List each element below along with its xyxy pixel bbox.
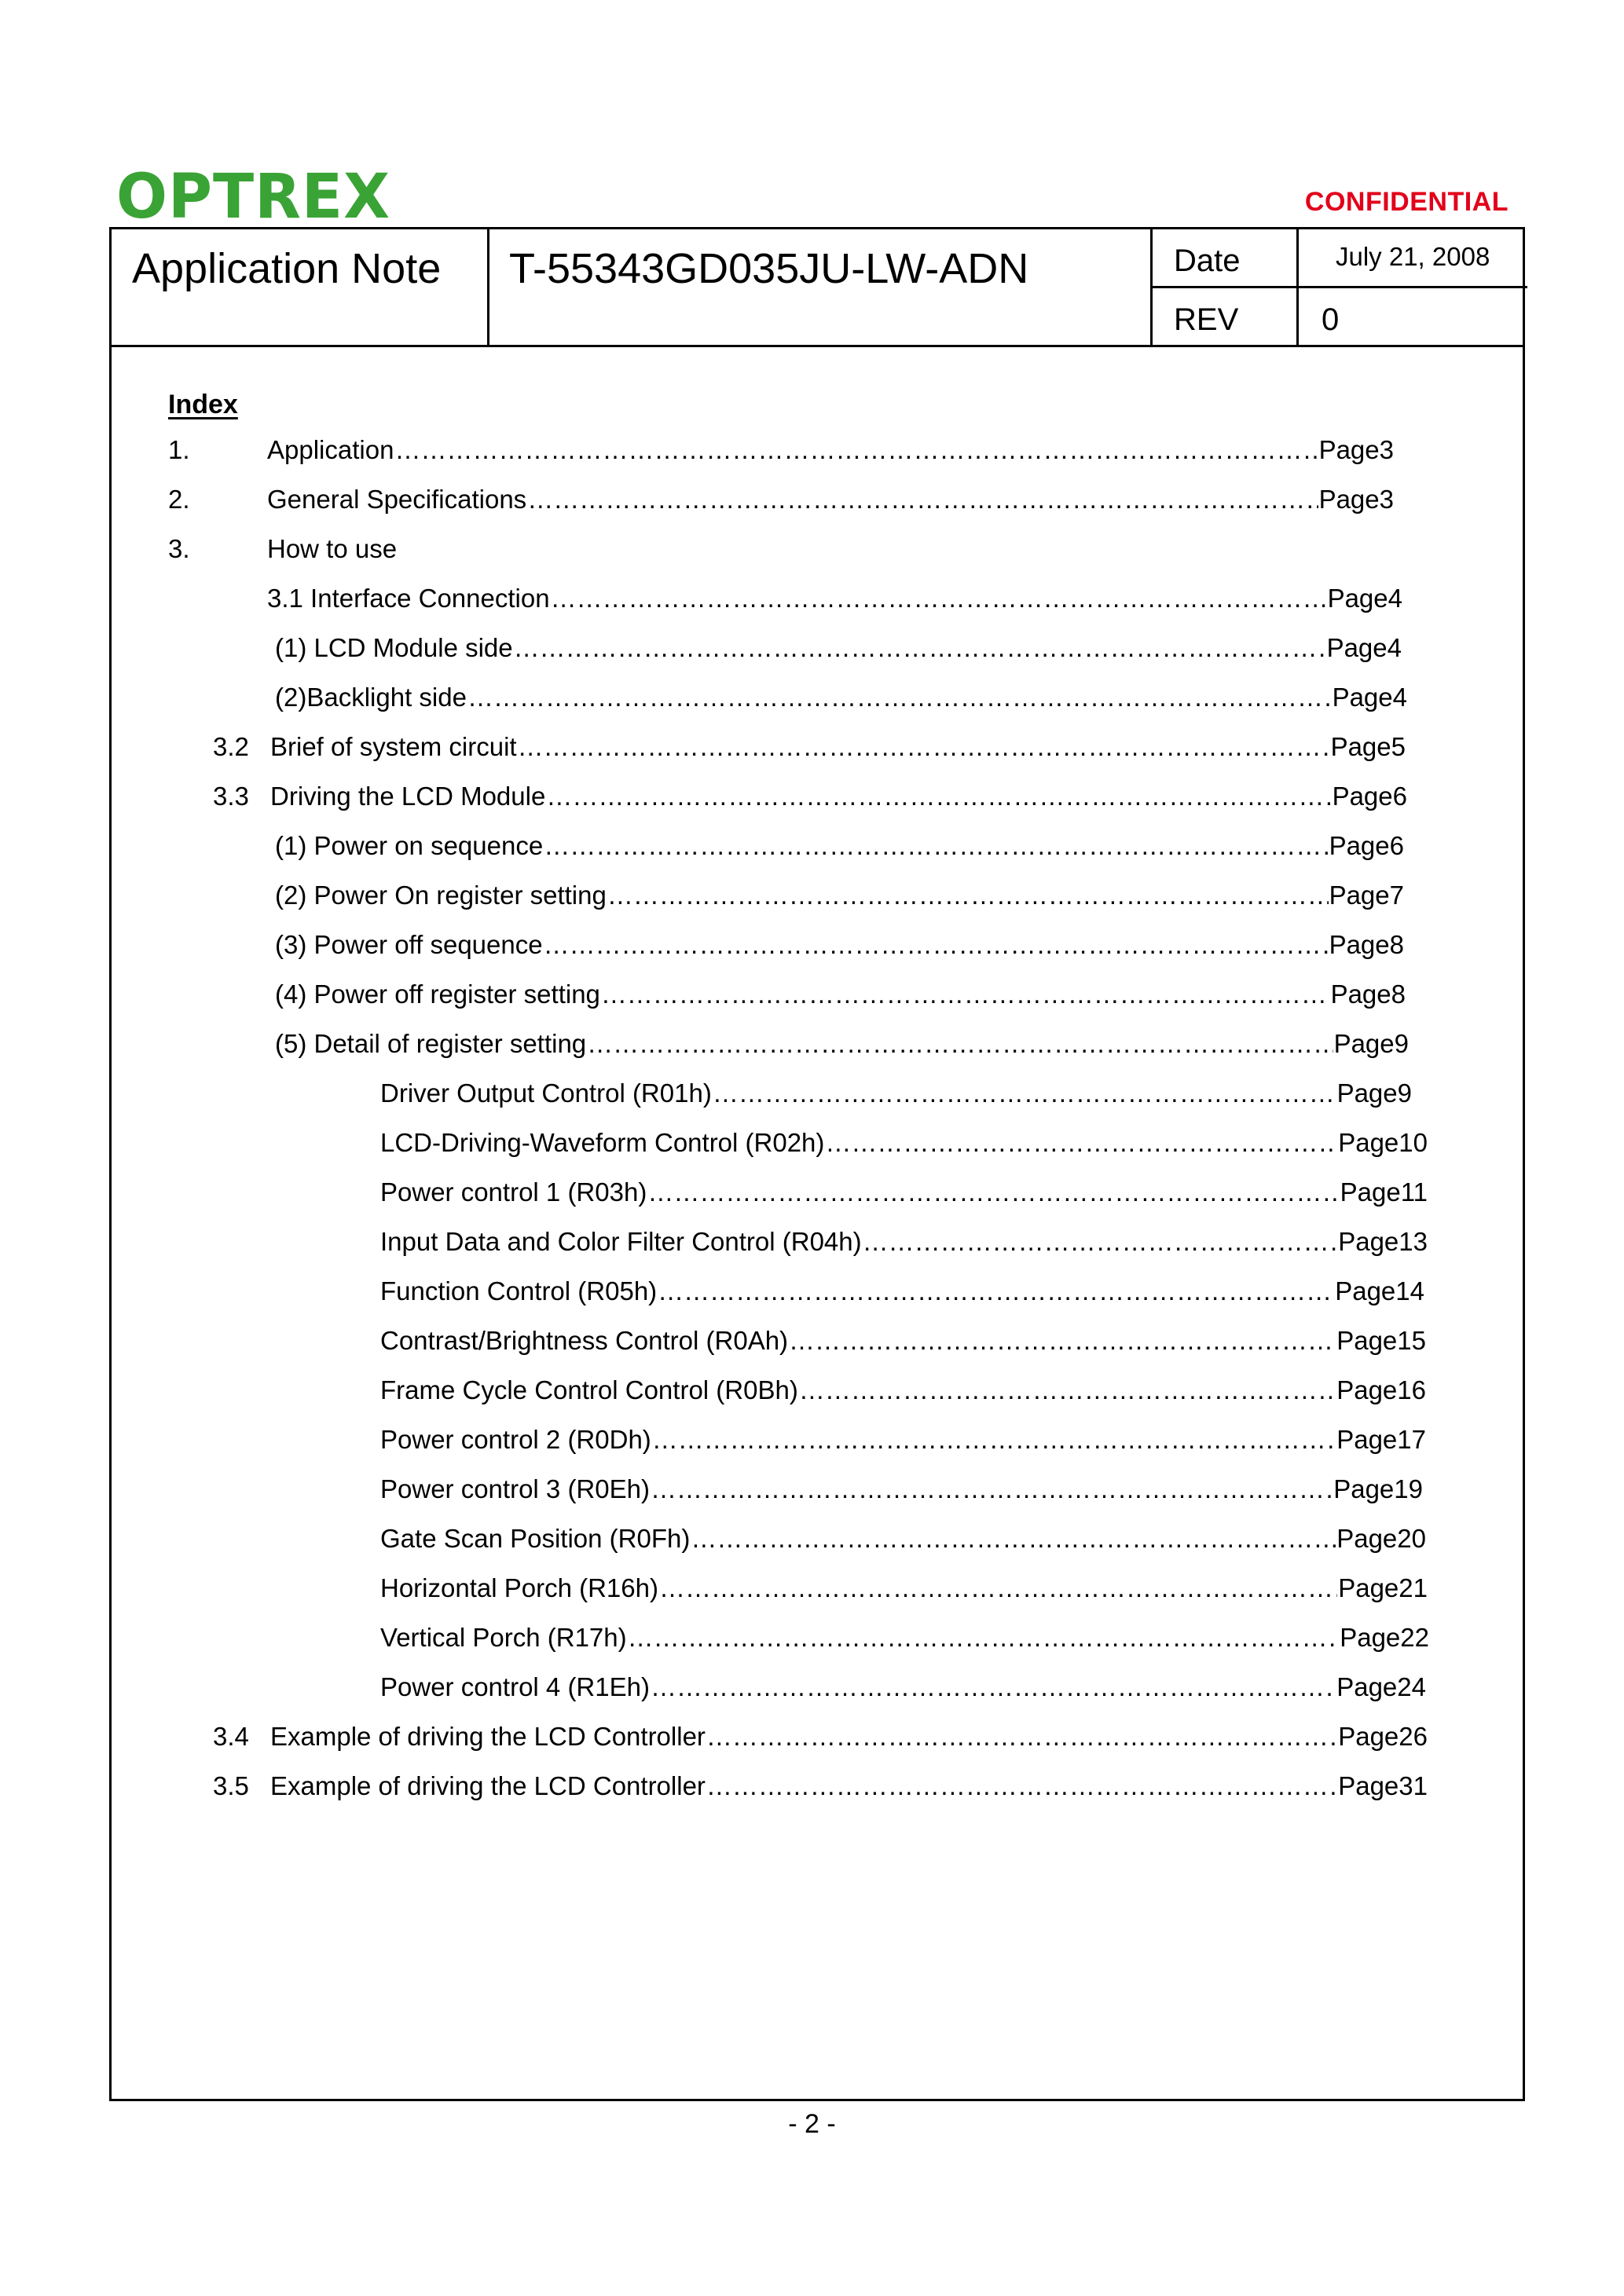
toc-page: Page5 bbox=[1330, 732, 1406, 761]
toc-page: Page4 bbox=[1332, 683, 1407, 712]
header-bottom-rule bbox=[112, 345, 1523, 347]
toc-page: Page6 bbox=[1332, 782, 1407, 811]
toc-leader-dots bbox=[394, 434, 1318, 466]
toc-page: Page14 bbox=[1335, 1276, 1424, 1305]
toc-leader-dots bbox=[628, 1622, 1340, 1653]
toc-entry[interactable] bbox=[275, 632, 1402, 664]
toc-entry[interactable] bbox=[168, 484, 1394, 515]
toc-label: Example of driving the LCD Controller bbox=[270, 1771, 706, 1800]
confidential-label: CONFIDENTIAL bbox=[1304, 187, 1509, 217]
toc-page: Page13 bbox=[1338, 1227, 1428, 1256]
toc-leader-dots bbox=[514, 632, 1326, 664]
toc-leader-dots bbox=[544, 929, 1329, 961]
toc-leader-dots bbox=[658, 1276, 1334, 1307]
toc-entry[interactable] bbox=[168, 434, 1394, 466]
toc-entry[interactable] bbox=[380, 1177, 1428, 1208]
toc-label: General Specifications bbox=[267, 485, 527, 514]
toc-label: 3.1 Interface Connection bbox=[267, 584, 550, 613]
toc-label: Example of driving the LCD Controller bbox=[270, 1722, 706, 1751]
toc-label: Power control 2 (R0Dh) bbox=[380, 1425, 651, 1454]
toc-label: (5) Detail of register setting bbox=[275, 1029, 587, 1058]
toc-leader-dots bbox=[789, 1325, 1336, 1357]
toc-entry[interactable] bbox=[275, 880, 1404, 911]
toc-entry[interactable] bbox=[168, 533, 1394, 565]
toc-leader-dots bbox=[601, 979, 1330, 1010]
toc-entry[interactable] bbox=[267, 583, 1402, 614]
rev-value: 0 bbox=[1322, 302, 1340, 337]
toc-page: Page4 bbox=[1327, 584, 1402, 613]
toc-page: Page11 bbox=[1340, 1177, 1428, 1207]
toc-page: Page15 bbox=[1336, 1326, 1426, 1355]
toc-page: Page7 bbox=[1329, 881, 1404, 910]
toc-leader-dots bbox=[587, 1028, 1333, 1060]
toc-leader-dots bbox=[651, 1474, 1333, 1505]
toc-number: 3.4 bbox=[213, 1722, 249, 1751]
toc-number: 3. bbox=[168, 534, 190, 563]
toc-entry[interactable] bbox=[213, 1771, 1428, 1802]
toc-leader-dots bbox=[546, 781, 1331, 812]
doc-type-title: Application Note bbox=[132, 245, 442, 292]
page-number: - 2 - bbox=[788, 2109, 836, 2139]
toc-page: Page21 bbox=[1338, 1573, 1428, 1602]
toc-number: 3.5 bbox=[213, 1771, 249, 1800]
toc-label: Driver Output Control (R01h) bbox=[380, 1078, 712, 1108]
date-value: July 21, 2008 bbox=[1336, 242, 1490, 271]
toc-entry[interactable] bbox=[275, 979, 1406, 1010]
part-number: T-55343GD035JU-LW-ADN bbox=[509, 245, 1029, 292]
toc-entry[interactable] bbox=[275, 830, 1404, 862]
toc-page: Page19 bbox=[1333, 1474, 1423, 1503]
toc-leader-dots bbox=[651, 1672, 1336, 1703]
toc-label: Power control 4 (R1Eh) bbox=[380, 1672, 650, 1701]
toc-page: Page16 bbox=[1336, 1375, 1426, 1404]
toc-entry[interactable] bbox=[380, 1226, 1428, 1258]
toc-page: Page17 bbox=[1336, 1425, 1426, 1454]
toc-entry[interactable] bbox=[380, 1573, 1428, 1604]
toc-entry[interactable] bbox=[380, 1127, 1428, 1159]
toc-entry[interactable] bbox=[380, 1375, 1426, 1406]
toc-number: 3.3 bbox=[213, 782, 249, 811]
toc-label: (2)Backlight side bbox=[275, 683, 467, 712]
toc-label: Input Data and Color Filter Control (R04h) bbox=[380, 1227, 862, 1256]
toc-leader-dots bbox=[713, 1078, 1336, 1109]
toc-leader-dots bbox=[799, 1375, 1336, 1406]
toc-label: Vertical Porch (R17h) bbox=[380, 1623, 627, 1652]
toc-entry[interactable] bbox=[380, 1276, 1424, 1307]
toc-leader-dots bbox=[652, 1424, 1336, 1456]
toc-number: 2. bbox=[168, 485, 190, 514]
header-divider-1 bbox=[487, 229, 489, 347]
toc-entry[interactable] bbox=[380, 1424, 1426, 1456]
toc-page: Page9 bbox=[1333, 1029, 1409, 1058]
header-date-rev-rule bbox=[1150, 286, 1527, 288]
toc-entry[interactable] bbox=[275, 1028, 1409, 1060]
toc-page: Page9 bbox=[1336, 1078, 1412, 1108]
toc-label: Contrast/Brightness Control (R0Ah) bbox=[380, 1326, 789, 1355]
toc-label: Driving the LCD Module bbox=[270, 782, 546, 811]
toc-entry[interactable] bbox=[380, 1672, 1426, 1703]
toc-leader-dots bbox=[647, 1177, 1339, 1208]
toc-label: Brief of system circuit bbox=[270, 732, 517, 761]
toc-label: (4) Power off register setting bbox=[275, 980, 600, 1009]
toc-entry[interactable] bbox=[275, 682, 1407, 713]
toc-label: How to use bbox=[267, 534, 398, 563]
optrex-logo: OPTREX bbox=[116, 162, 391, 233]
rev-label: REV bbox=[1174, 302, 1239, 337]
toc-page: Page3 bbox=[1318, 485, 1394, 514]
date-label: Date bbox=[1174, 244, 1241, 278]
toc-label: LCD-Driving-Waveform Control (R02h) bbox=[380, 1128, 825, 1157]
toc-entry[interactable] bbox=[380, 1325, 1426, 1357]
toc-leader-dots bbox=[659, 1573, 1337, 1604]
toc-leader-dots bbox=[863, 1226, 1338, 1258]
toc-label: (1) LCD Module side bbox=[275, 633, 513, 662]
toc-entry[interactable] bbox=[380, 1474, 1423, 1505]
toc-page: Page4 bbox=[1326, 633, 1402, 662]
toc-leader-dots bbox=[467, 682, 1332, 713]
toc-label: Gate Scan Position (R0Fh) bbox=[380, 1524, 691, 1553]
toc-page: Page8 bbox=[1329, 930, 1404, 959]
toc-leader-dots bbox=[551, 583, 1327, 614]
index-title: Index bbox=[168, 390, 238, 419]
toc-leader-dots bbox=[706, 1771, 1337, 1802]
toc-page: Page8 bbox=[1330, 980, 1406, 1009]
toc-entry[interactable] bbox=[380, 1622, 1429, 1653]
toc-label: (2) Power On register setting bbox=[275, 881, 607, 910]
toc-page: Page31 bbox=[1338, 1771, 1428, 1800]
toc-page: Page10 bbox=[1338, 1128, 1428, 1157]
toc-entry[interactable] bbox=[213, 781, 1407, 812]
toc-label: Power control 3 (R0Eh) bbox=[380, 1474, 650, 1503]
toc-entry[interactable] bbox=[380, 1078, 1412, 1109]
toc-leader-dots bbox=[706, 1721, 1337, 1752]
toc-number: 1. bbox=[168, 435, 190, 464]
toc-label: Horizontal Porch (R16h) bbox=[380, 1573, 658, 1602]
toc-label: (3) Power off sequence bbox=[275, 930, 543, 959]
toc-page: Page26 bbox=[1338, 1722, 1428, 1751]
toc-leader-dots bbox=[544, 830, 1328, 862]
toc-entry[interactable] bbox=[380, 1523, 1426, 1554]
toc-number: 3.2 bbox=[213, 732, 249, 761]
toc-label: Power control 1 (R03h) bbox=[380, 1177, 647, 1207]
toc-leader-dots bbox=[527, 484, 1318, 515]
toc-label: Function Control (R05h) bbox=[380, 1276, 658, 1305]
toc-page: Page22 bbox=[1340, 1623, 1429, 1652]
toc-entry[interactable] bbox=[213, 1721, 1428, 1752]
toc-page: Page6 bbox=[1329, 831, 1404, 860]
toc-entry[interactable] bbox=[213, 731, 1406, 763]
toc-label: (1) Power on sequence bbox=[275, 831, 544, 860]
toc-page: Page3 bbox=[1318, 435, 1394, 464]
toc-leader-dots bbox=[607, 880, 1329, 911]
toc-label: Application bbox=[267, 435, 394, 464]
toc-page: Page24 bbox=[1336, 1672, 1426, 1701]
header-divider-3 bbox=[1296, 229, 1299, 347]
toc-page: Page20 bbox=[1336, 1524, 1426, 1553]
toc-entry[interactable] bbox=[275, 929, 1404, 961]
toc-label: Frame Cycle Control Control (R0Bh) bbox=[380, 1375, 798, 1404]
header-divider-2 bbox=[1150, 229, 1153, 347]
toc-leader-dots bbox=[518, 731, 1330, 763]
toc-leader-dots bbox=[825, 1127, 1337, 1159]
toc-leader-dots bbox=[691, 1523, 1336, 1554]
